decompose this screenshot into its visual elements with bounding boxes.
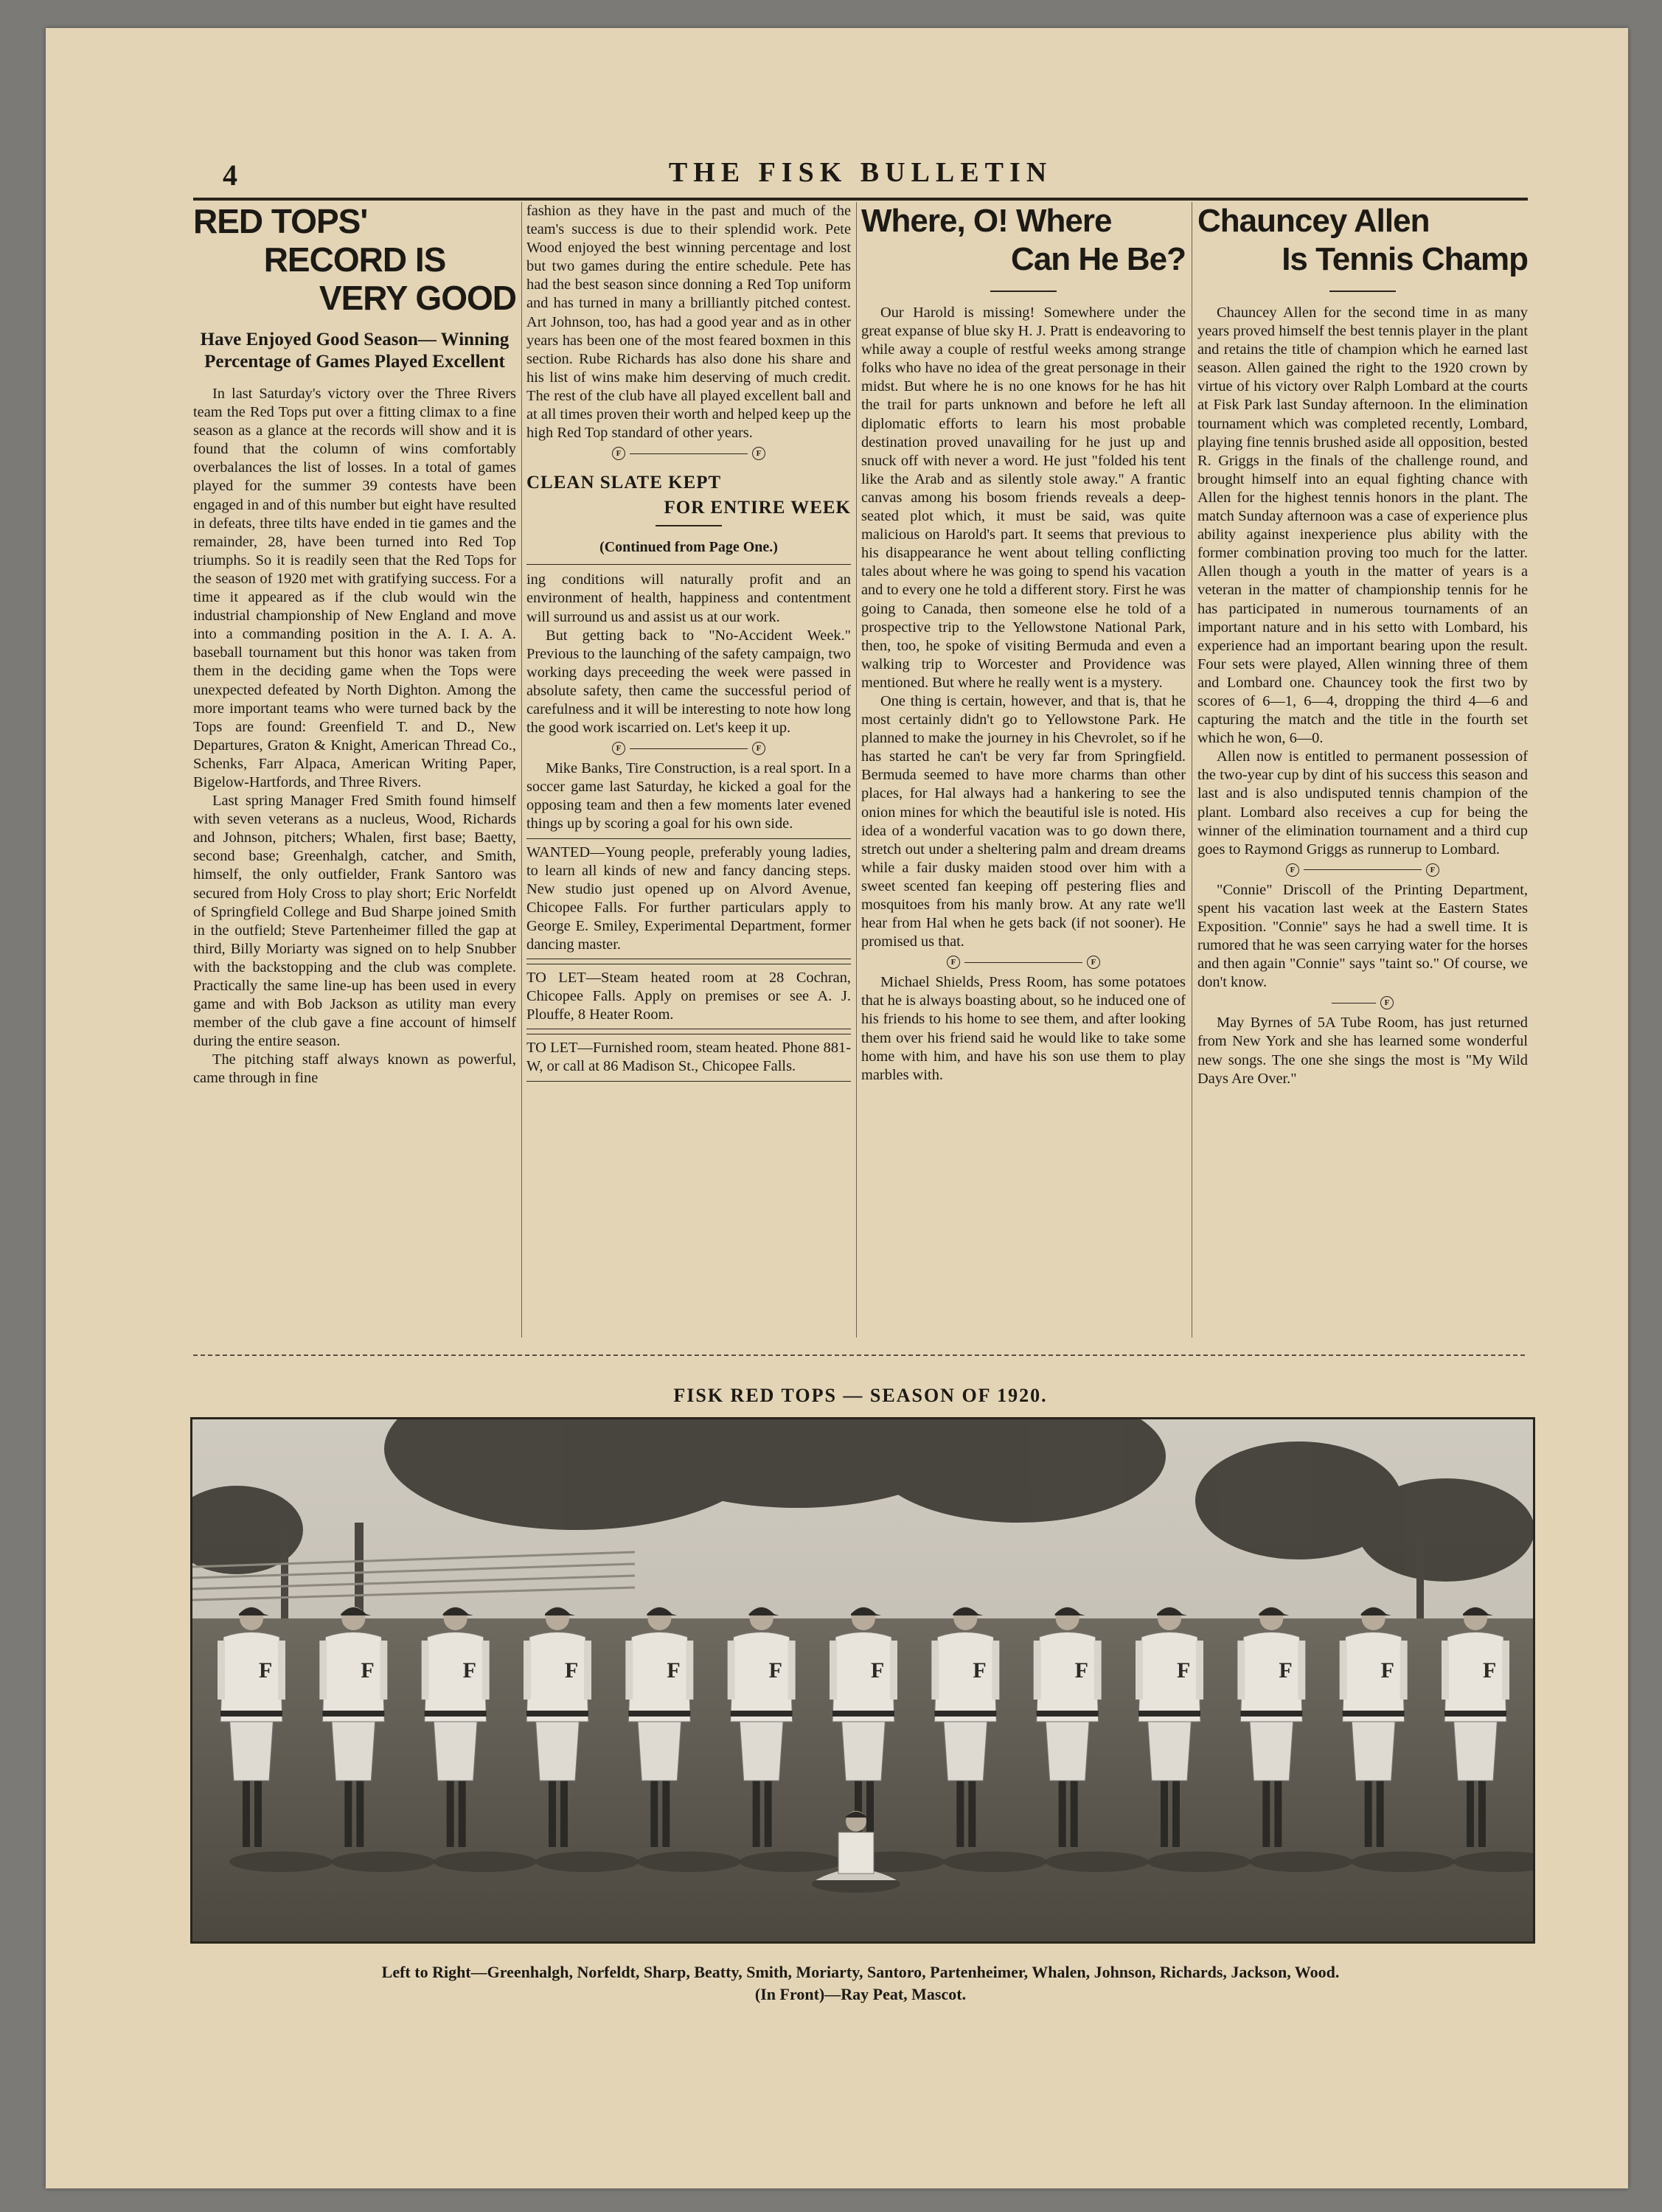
jersey-letter: F — [1380, 1658, 1394, 1683]
fisk-emblem-icon: F — [752, 742, 765, 755]
fisk-emblem-icon: F — [1087, 956, 1100, 969]
fisk-emblem-icon: F — [947, 956, 960, 969]
headline-line: Chauncey Allen — [1197, 203, 1430, 239]
fisk-emblem-icon: F — [612, 742, 625, 755]
article-paragraph: "Connie" Driscoll of the Printing Department, spent his vacation last week at the Eastern States Exposition. "Connie" says he had a swell time. It is rumored that he was seen carrying water for the horses and then again "Connie" says "taint so." Of course, we don't know. — [1197, 881, 1528, 991]
article-paragraph: Mike Banks, Tire Construction, is a real sport. In a soccer game last Saturday, he kicked a goal for the opposing team and then a few moments later evened things up by scoring a goal for his own side. — [526, 760, 851, 832]
where-headline — [861, 202, 1186, 279]
jersey-letter: F — [667, 1658, 681, 1683]
article-paragraph: May Byrnes of 5A Tube Room, has just returned from New York and she has learned some wonderful new songs. The one she sings the most is "My Wild Days Are Over." — [1197, 1015, 1528, 1087]
headline-line: CLEAN SLATE KEPT — [526, 473, 722, 493]
photo-caption — [193, 1961, 1528, 2006]
column-separator — [521, 202, 522, 1338]
classified-ad — [526, 838, 851, 960]
ornament-divider — [526, 742, 851, 755]
jersey-letter: F — [361, 1658, 375, 1683]
column-red-tops — [193, 202, 516, 1345]
article-paragraph: Chauncey Allen for the second time in as many years proved himself the best tennis player in the plant and retains the title of champion which he earned last season. Allen gained the right to the 1920 crown by virtue of his victory over Ralph Lombard at the courts at Fisk Park last Sunday afternoon. In the elimination tournament which was completed recently, Lombard, playing fine tennis brushed aside all opposition, bested R. Griggs in the finals of the challenge round, and brought himself into an equal fighting chance with Allen for the highest tennis honors in the plant. The match Sunday afternoon was a case of experience plus ability against inexperience plus ability with the former combination proving too much for the latter. Allen though a youth in the matter of years is a veteran in the matter of championship tennis for he has participated in numerous tournaments of an important nature and in his setto with Lombard, his experience had an important bearing upon the result. Four sets were played, Allen winning three of them and Lombard one. Chauncey took the first two by scores of 6—1, 6—4, dropping the third 4—6 and capturing the match and the title in the fourth set which he won, 6—0. — [1197, 305, 1528, 747]
article-paragraph: One thing is certain, however, and that is, that he most certainly didn't go to Yellowstone Park. He planned to make the journey in his Chevrolet, so if he has started he can't be very far from Springfield. Bermuda seemed to have more charms than other places, for Hal always had a hankering to see the onion mines for which the beautiful isle is noted. His idea of a wonderful vacation was to go down there, stretch out under a sheltering palm and dream dreams while a fair dusky maiden stood over him with a sweet scented fan keeping off pestering flies and mosquitoes from his manly brow. At any rate we'll hear from Hal when he gets back (if not sooner). He promised us that. — [861, 692, 1186, 950]
red-tops-headline — [193, 202, 516, 317]
jersey-letter: F — [1074, 1658, 1088, 1683]
headline-rule — [1329, 291, 1396, 292]
tennis-headline — [1197, 202, 1528, 279]
continued-note: (Continued from Page One.) — [599, 539, 778, 556]
column-tennis — [1197, 202, 1528, 1345]
article-paragraph: In last Saturday's victory over the Three Rivers team the Red Tops put over a fitting climax to a fine season as a glance at the records will show and it is found that the column of wins comfortably overbalances the list of losses. In a total of games played for the summer 39 contests have been engaged in and of this number but eight have resulted in defeats, three tilts have ended in tie games and the remainder, 28, have been turned into Red Top triumphs. So it is readily seen that the Red Tops for the season of 1920 met with gratifying success. For a time it appeared as if the club would win the industrial championship of New England and move into a commanding position in the A. I. A. A. baseball tournament but this honor was taken from them in the deciding game when the Tops were unexpected defeated by North Dighton. Among the more important teams who were turned back by the Tops are found: Greenfield T. and D., New Departures, Graton & Knight, American Thread Co., Schenks, Farr Alpaca, American Writing Paper, Bigelow-Hartfords, and Three Rivers. — [193, 386, 516, 790]
ad-text: TO LET—Steam heated room at 28 Cochran, Chicopee Falls. Apply on premises or see A. J. Plouffe, 8 Heater Room. — [526, 970, 851, 1023]
headline-rule — [656, 525, 722, 526]
headline-line: VERY GOOD — [319, 279, 516, 317]
jersey-letter: F — [259, 1658, 273, 1683]
article-paragraph: Allen now is entitled to permanent possession of the two-year cup by dint of his success this season and last and is also undisputed tennis champion of the plant. Lombard also receives a cup for being the winner of the elimination tournament and a third cup goes to Raymond Griggs as runnerup to Lombard. — [1197, 748, 1528, 858]
article-paragraph: But getting back to "No-Accident Week." Previous to the launching of the safety campaign, two working days preceeding the week were passed in absolute safety, then came the successful period of carefulness and it will be interesting to note how long the good work iscarried on. Let's keep it up. — [526, 627, 851, 737]
headline-line: Where, O! Where — [861, 203, 1112, 239]
jersey-letter: F — [565, 1658, 579, 1683]
column-clean-slate — [526, 202, 851, 1345]
headline-line: Can He Be? — [1011, 241, 1186, 277]
fisk-emblem-icon: F — [1426, 863, 1439, 877]
ornament-divider — [861, 956, 1186, 969]
jersey-letter: F — [462, 1658, 476, 1683]
fisk-emblem-icon: F — [1286, 863, 1299, 877]
red-tops-subheadline: Have Enjoyed Good Season— Winning Percentage of Games Played Excellent — [200, 330, 510, 372]
headline-line: RECORD IS — [263, 240, 446, 279]
jersey-letter: F — [1483, 1658, 1497, 1683]
classified-ad — [526, 1034, 851, 1081]
ad-text: WANTED—Young people, preferably young ladies, to learn all kinds of new and fancy dancing steps. New studio just opened up on Alvord Avenue, Chicopee Falls. For further particulars apply to George E. Smiley, Experimental Department, former dancing master. — [526, 844, 851, 953]
article-paragraph: fashion as they have in the past and much of the team's success is due to their splendid work. Pete Wood enjoyed the best winning percentage and lost but two games during the entire schedule. Pete has had the best season since donning a Red Top uniform and has turned in many a brilliantly pitched contest. Art Johnson, too, has had a good year and as in other years has been one of the most feared boxmen in this section. Rube Richards has also done his share and his list of wins make him deserving of much credit. The rest of the club have all played excellent ball and at all times proven their worth and helped keep up the high Red Top standard of other years. — [526, 203, 851, 442]
fisk-emblem-icon: F — [612, 447, 625, 460]
headline-line: Is Tennis Champ — [1282, 241, 1528, 277]
photo-title: FISK RED TOPS — SEASON OF 1920. — [673, 1385, 1048, 1406]
headline-line: FOR ENTIRE WEEK — [664, 498, 851, 518]
ornament-divider — [1197, 863, 1528, 877]
caption-line: Left to Right—Greenhalgh, Norfeldt, Sharp, Beatty, Smith, Moriarty, Santoro, Partenheimer, Whalen, Johnson, Richards, Jackson, Wood. — [381, 1963, 1340, 1981]
page-header — [193, 156, 1528, 201]
article-paragraph: ing conditions will naturally profit and an environment of health, happiness and contentment will surround us and assist us at our work. — [526, 571, 851, 625]
column-separator — [856, 202, 857, 1338]
ornament-divider — [526, 447, 851, 460]
team-photo-graphic — [192, 1419, 1533, 1941]
page-number: 4 — [223, 159, 237, 192]
headline-rule — [990, 291, 1057, 292]
jersey-letter: F — [1177, 1658, 1191, 1683]
article-paragraph: Michael Shields, Press Room, has some potatoes that he is always boasting about, so he induced one of his friends to his home to see them, and after looking them over his friend said he would like to take some home with him, and have his son use them to play marbles with. — [861, 974, 1186, 1083]
jersey-letter: F — [1279, 1658, 1293, 1683]
fisk-emblem-icon: F — [1380, 996, 1394, 1009]
classified-ad — [526, 964, 851, 1029]
column-where-harold — [861, 202, 1186, 1345]
caption-line: (In Front)—Ray Peat, Mascot. — [754, 1985, 967, 2003]
jersey-letter: F — [973, 1658, 987, 1683]
article-paragraph: Our Harold is missing! Somewhere under the great expanse of blue sky H. J. Pratt is endeavoring to while away a couple of restful weeks among strange folks who have no idea of the great personage in their midst. But where he is no one knows for he has hit the trail for parts unknown and before he left all diplomatic efforts to learn his most probable destination proved unavailing for he just up and snuck off with never a word. He just "folded his tent like the Arab and as silently stole away." A frantic canvas among his bosom friends reveals a deep-seated plot which, it must be said, was quite malicious on Harold's part. It seems that previous to his disappearance he went about telling conflicting tales about where he was going to spend his vacation and to every one he told a different story. First he was going to Canada, then someone else he told of a prospective trip to the Yellowstone National Park, then, too, he spoke of visiting Bermuda and even a walking trip to Worcester and Providence was mentioned. But where he really went is a mystery. — [861, 305, 1186, 691]
masthead-title: THE FISK BULLETIN — [668, 157, 1053, 188]
article-paragraph: Last spring Manager Fred Smith found himself with seven veterans as a nucleus, Wood, Richards and Johnson, pitchers; Whalen, first base; Baetty, second base; Greenhalgh, catcher, and Smith, himself, the only outfielder, Frank Santoro was secured from Holy Cross to play short; Eric Norfeldt of Springfield College and Bud Sharpe joined Smith in the outfield; Steve Partenheimer filled the gap at third, Billy Moriarty was signed on to help Snubber with the backstopping and the club was complete. Practically the same line-up has been used in every game and with Bob Jackson as utility man every member of the club gave a fine account of himself during the entire season. — [193, 793, 516, 1050]
ornament-divider — [1197, 996, 1528, 1009]
ad-text: TO LET—Furnished room, steam heated. Phone 881-W, or call at 86 Madison St., Chicopee Falls. — [526, 1040, 851, 1075]
team-photo — [190, 1417, 1535, 1944]
headline-line: RED TOPS' — [193, 202, 368, 240]
jersey-letter: F — [768, 1658, 782, 1683]
clean-slate-headline — [526, 470, 851, 521]
article-paragraph: The pitching staff always known as powerful, came through in fine — [193, 1051, 516, 1087]
jersey-letter: F — [871, 1658, 885, 1683]
fisk-emblem-icon: F — [752, 447, 765, 460]
